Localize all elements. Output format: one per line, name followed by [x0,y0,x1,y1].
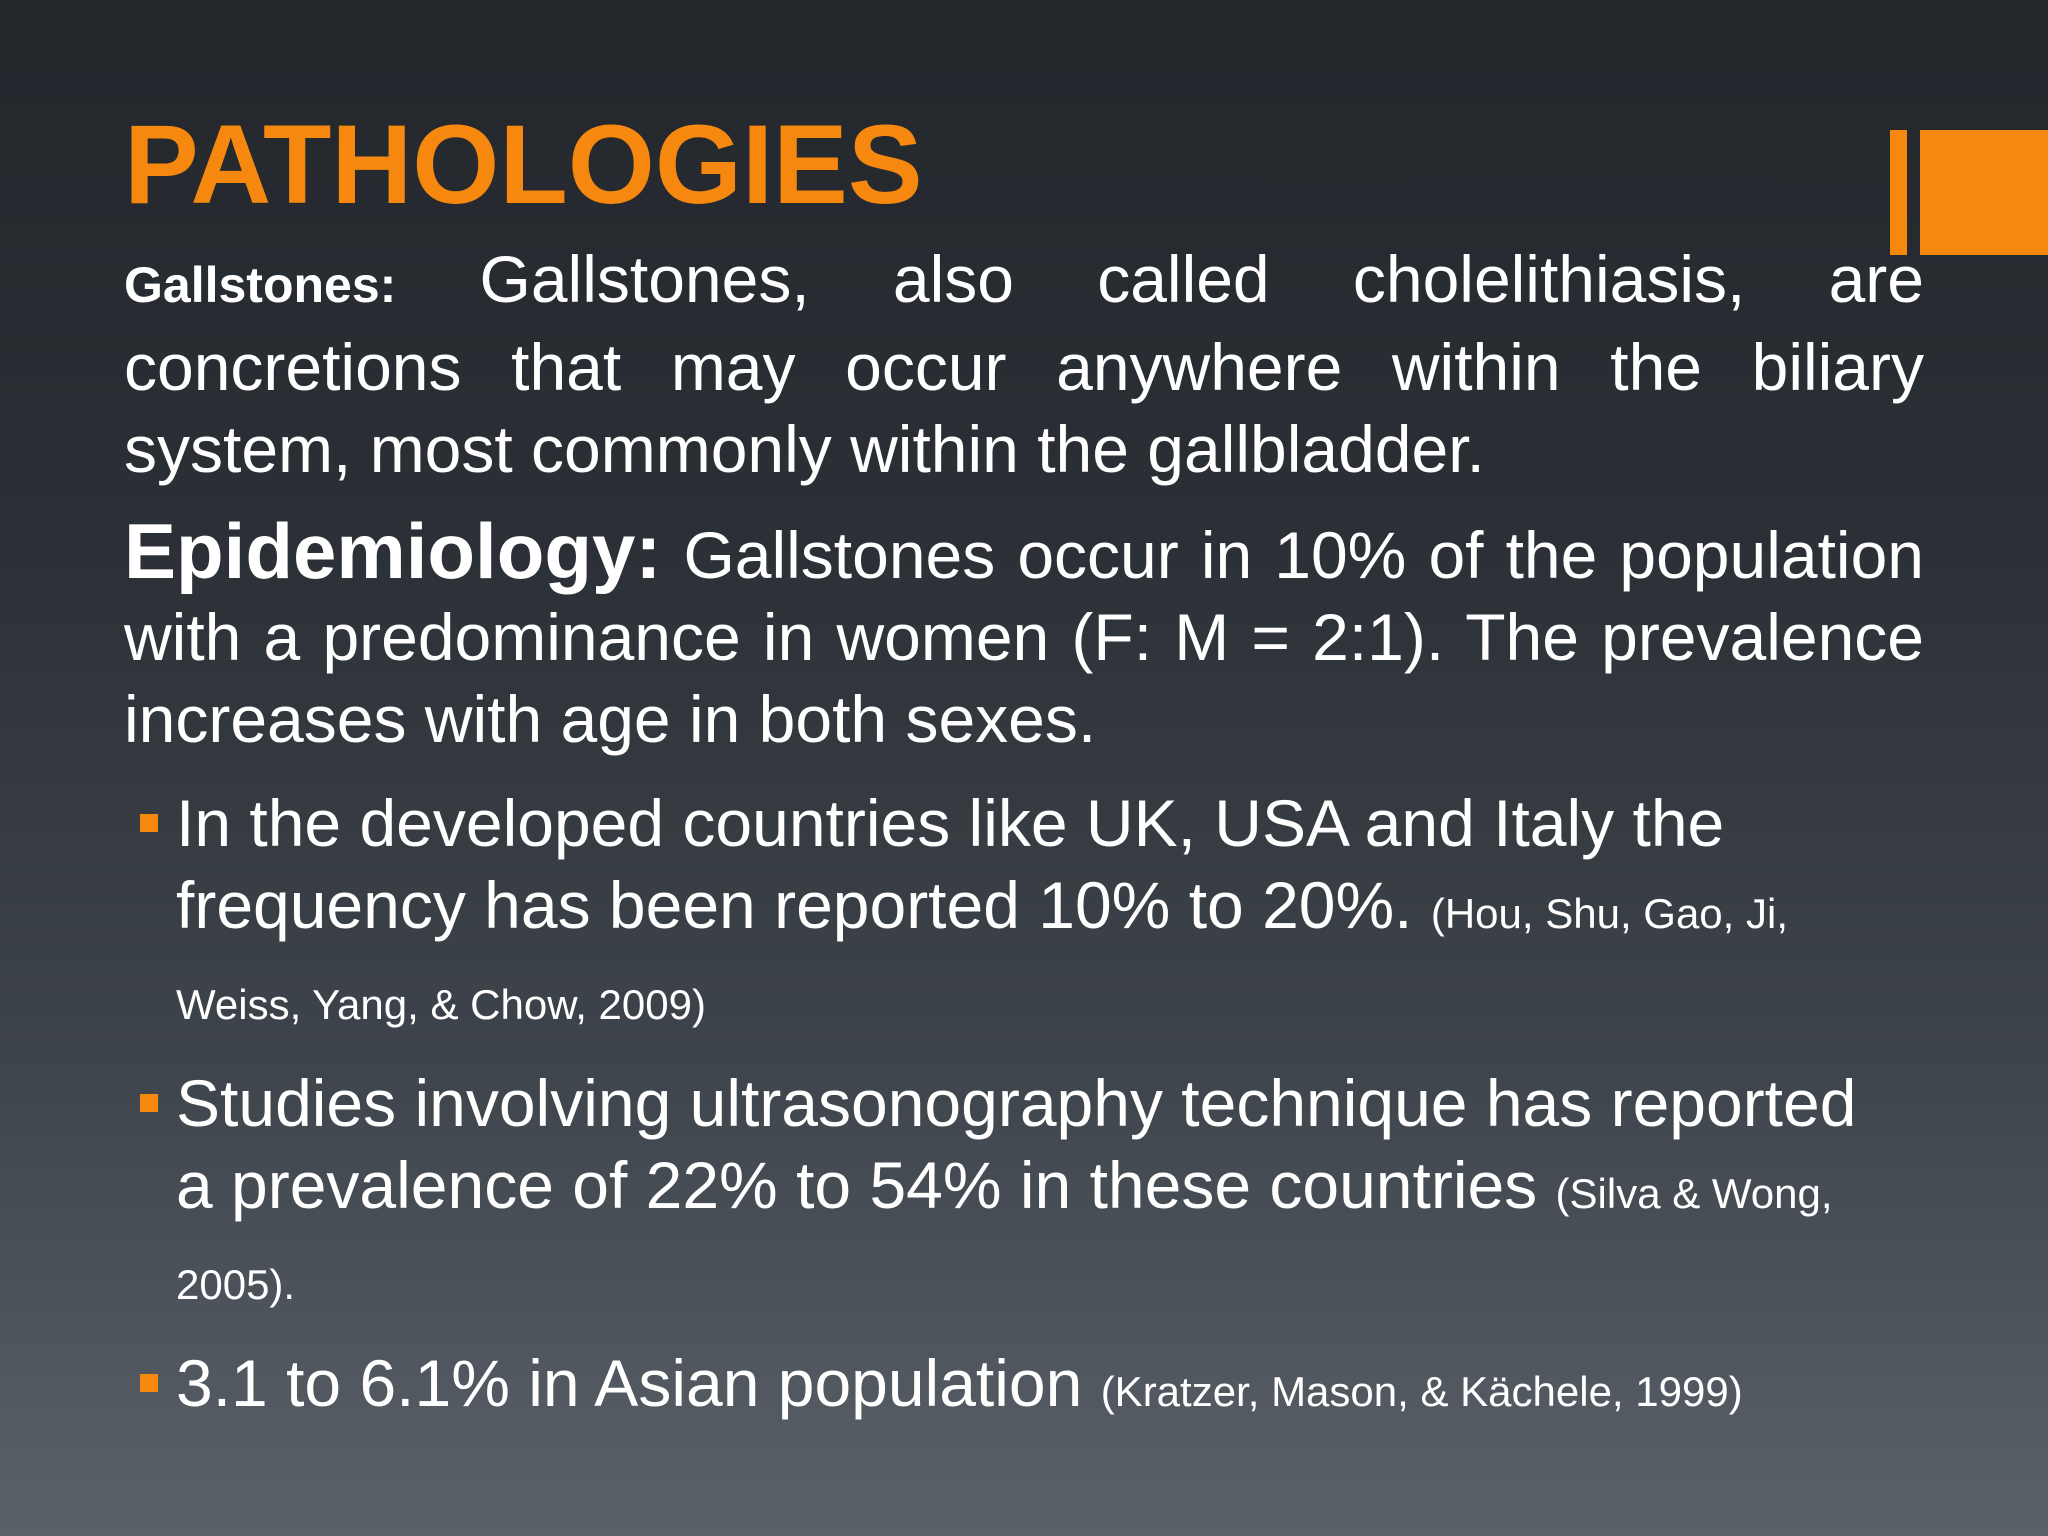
slide-title: PATHOLOGIES [124,102,923,227]
bullet-item [124,782,1924,1046]
accent-bar-thin [1890,130,1907,255]
bullet-text: Studies involving ultrasonography technique has reported a prevalence of 22% to 54% in these countries [176,1066,1857,1222]
square-bullet-icon [140,814,158,832]
gallstones-heading: Gallstones: [124,257,397,313]
epidemiology-heading: Epidemiology: [124,507,662,595]
epidemiology-paragraph [124,507,1924,760]
slide-body [124,238,1924,1449]
bullet-citation: (Kratzer, Mason, & Kächele, 1999) [1100,1368,1743,1415]
bullet-item [124,1342,1924,1433]
gallstones-text: Gallstones, also called cholelithiasis, are concretions that may occur anywhere within the biliary system, most commonly within the gallbladder. [124,242,1924,486]
bullet-citation: (Hou, Shu, Gao, Ji, Weiss, Yang, & Chow, 2009) [176,890,1789,1028]
square-bullet-icon [140,1094,158,1112]
accent-block [1920,130,2048,255]
gallstones-paragraph [124,238,1924,490]
square-bullet-icon [140,1374,158,1392]
bullet-item [124,1062,1924,1326]
bullet-text: 3.1 to 6.1% in Asian population [176,1346,1101,1420]
bullet-text: In the developed countries like UK, USA and Italy the frequency has been reported 10% to 20%. [176,786,1725,942]
bullet-citation: (Silva & Wong, 2005). [176,1170,1833,1308]
bullet-list [124,782,1924,1433]
epidemiology-text: Gallstones occur in 10% of the population with a predominance in women (F: M = 2:1). The prevalence increases with age in both sexes. [124,518,1924,756]
